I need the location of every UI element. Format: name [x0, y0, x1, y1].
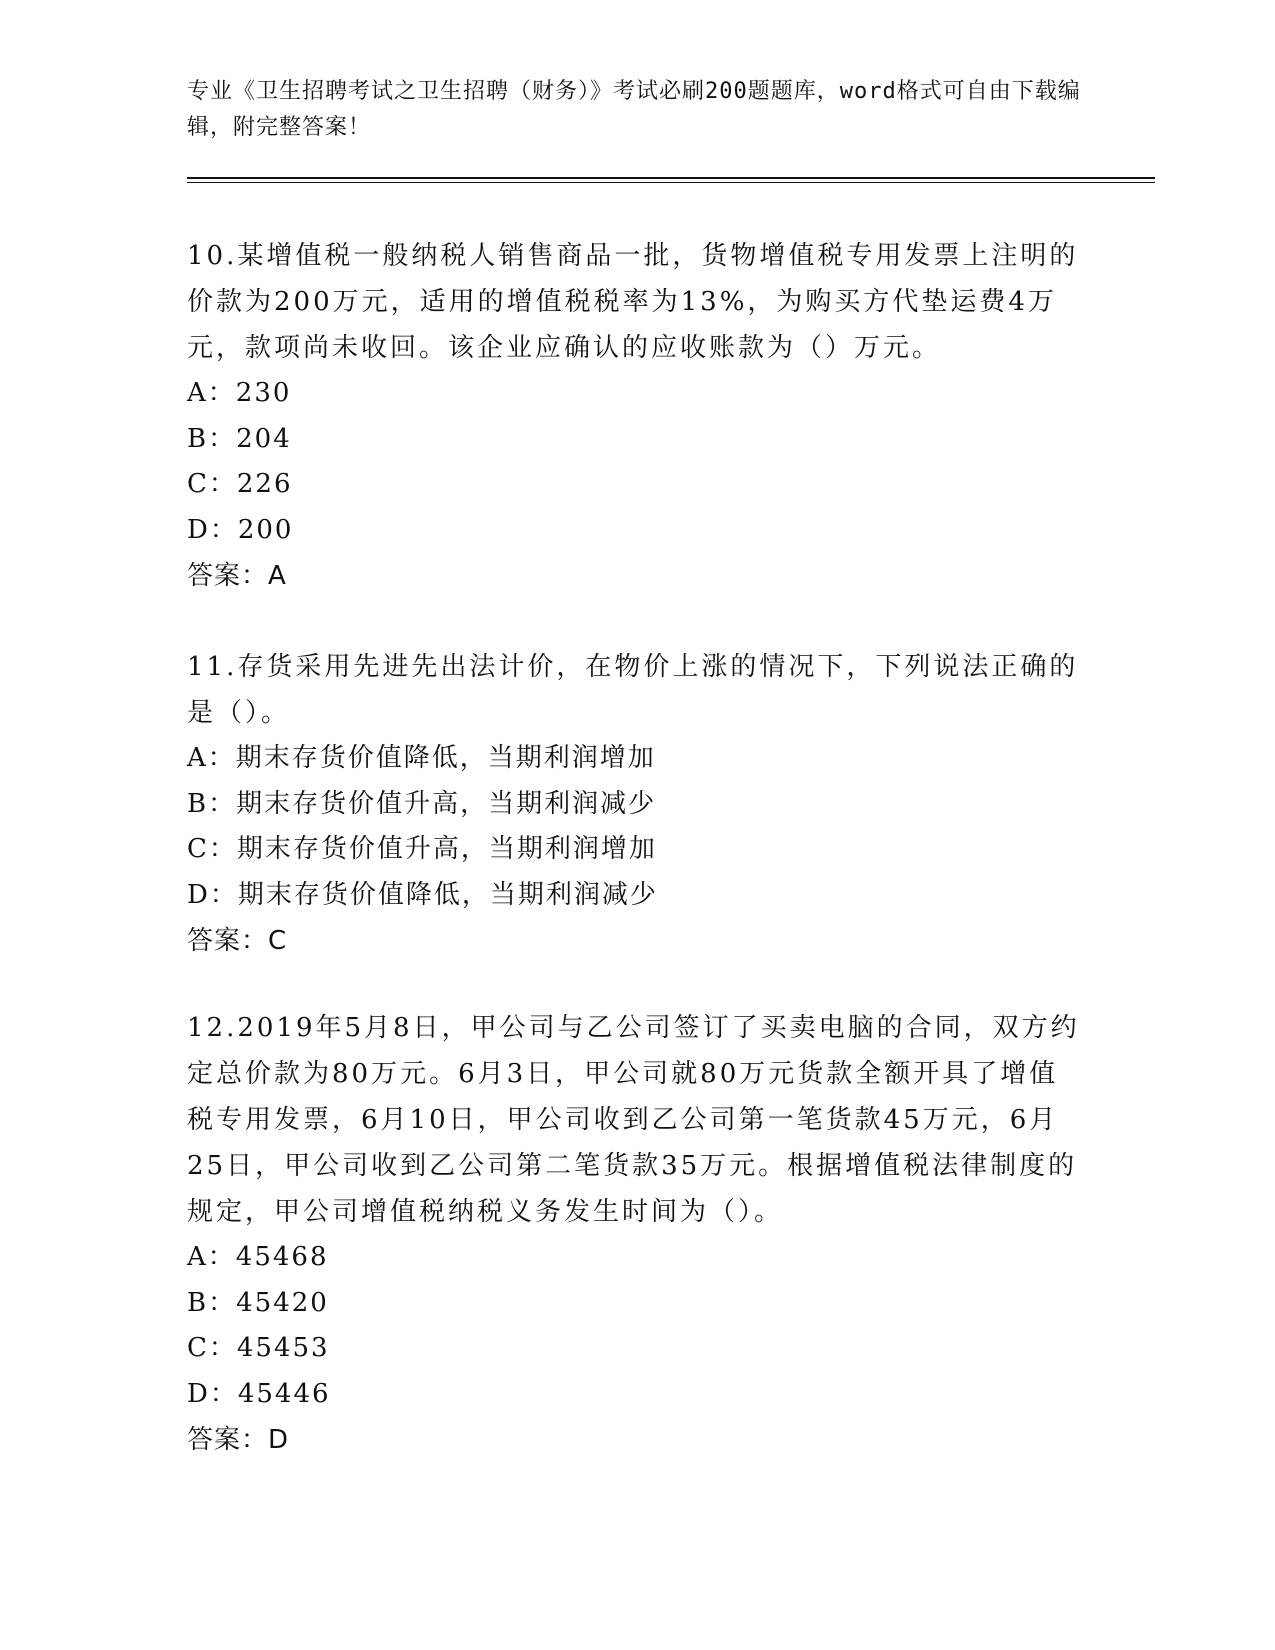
question-stem: 12.2019年5月8日，甲公司与乙公司签订了买卖电脑的合同，双方约定总价款为80万元。6月3日，甲公司就80万元货款全额开具了增值税专用发票，6月10日，甲公司收到乙公司第一笔货款45万元，6月25日，甲公司收到乙公司第二笔货款35万元。根据增值税法律制度的规定，甲公司增值税纳税义务发生时间为（）。 [187, 1013, 1080, 1227]
option-d: D：期末存货价值降低，当期利润减少 [187, 879, 658, 910]
option-a: A：230 [187, 378, 292, 408]
question-10 [187, 233, 1087, 599]
question-stem: 10.某增值税一般纳税人销售商品一批，货物增值税专用发票上注明的价款为200万元，适用的增值税税率为13%，为购买方代垫运费4万元，款项尚未收回。该企业应确认的应收账款为（）万元。 [187, 241, 1079, 363]
question-11 [187, 644, 1087, 964]
option-d: D：45446 [187, 1378, 331, 1409]
option-c: C：期末存货价值升高，当期利润增加 [187, 834, 657, 864]
option-a: A：45468 [187, 1242, 329, 1272]
option-c: C：226 [187, 469, 293, 499]
answer-line: 答案：D [187, 1425, 290, 1455]
option-b: B：45420 [187, 1287, 329, 1318]
header-divider-thin [187, 182, 1155, 183]
answer-line: 答案：A [187, 561, 287, 591]
question-stem: 11.存货采用先进先出法计价，在物价上涨的情况下，下列说法正确的是（）。 [187, 652, 1079, 728]
option-b: B：204 [187, 423, 292, 454]
option-a: A：期末存货价值降低，当期利润增加 [187, 743, 656, 773]
header-divider-thick [187, 177, 1155, 179]
option-b: B：期末存货价值升高，当期利润减少 [187, 788, 657, 819]
document-header: 专业《卫生招聘考试之卫生招聘（财务）》考试必刷200题题库，word格式可自由下载编辑，附完整答案！ [187, 79, 1081, 140]
question-12 [187, 1005, 1087, 1463]
answer-line: 答案：C [187, 926, 288, 956]
option-d: D：200 [187, 514, 294, 545]
option-c: C：45453 [187, 1333, 330, 1363]
